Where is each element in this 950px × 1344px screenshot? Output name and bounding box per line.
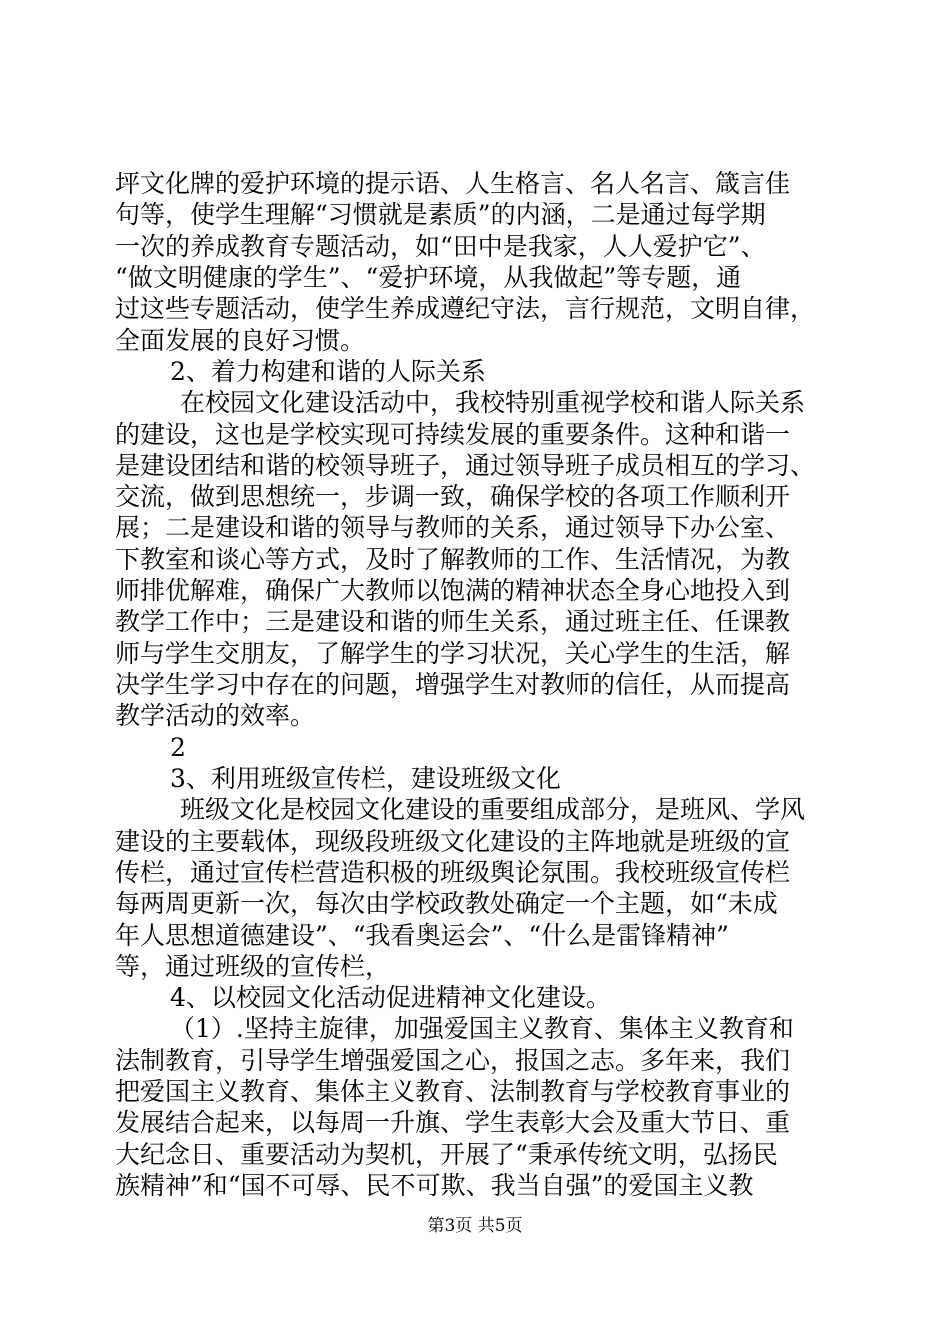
text-line: 建设的主要载体，现级段班级文化建设的主阵地就是班级的宣 bbox=[115, 827, 791, 856]
text-line: 在校园文化建设活动中，我校特别重视学校和谐人际关系 bbox=[180, 388, 806, 417]
text-line: 教学工作中；三是建设和谐的师生关系，通过班主任、任课教 bbox=[115, 607, 791, 636]
text-line: 过这些专题活动，使学生养成遵纪守法，言行规范，文明自律， bbox=[115, 294, 816, 323]
text-line: 法制教育，引导学生增强爱国之心，报国之志。多年来，我们 bbox=[115, 1046, 791, 1075]
text-line: 把爱国主义教育、集体主义教育、法制教育与学校教育事业的 bbox=[115, 1077, 791, 1106]
text-line: 传栏，通过宣传栏营造积极的班级舆论氛围。我校班级宣传栏 bbox=[115, 858, 791, 887]
text-line: 年人思想道德建设”、“我看奥运会”、“什么是雷锋精神” bbox=[115, 921, 729, 950]
text-line: 展；二是建设和谐的领导与教师的关系，通过领导下办公室、 bbox=[115, 513, 791, 542]
text-line: 发展结合起来，以每周一升旗、学生表彰大会及重大节日、重 bbox=[115, 1108, 791, 1137]
text-line: 全面发展的良好习惯。 bbox=[115, 326, 366, 355]
text-line: 师与学生交朋友，了解学生的学习状况，关心学生的生活，解 bbox=[115, 639, 791, 668]
section-heading: 3、利用班级宣传栏，建设班级文化 bbox=[170, 764, 561, 793]
text-line: 句等，使学生理解“习惯就是素质”的内涵，二是通过每学期 bbox=[115, 200, 766, 229]
text-line: 等，通过班级的宣传栏， bbox=[115, 952, 391, 981]
text-line: （1）.坚持主旋律，加强爱国主义教育、集体主义教育和 bbox=[170, 1014, 794, 1043]
text-line: 下教室和谈心等方式，及时了解教师的工作、生活情况，为教 bbox=[115, 545, 791, 574]
text-line: 一次的养成教育专题活动，如“田中是我家，人人爱护它”、 bbox=[115, 232, 766, 261]
text-line: 班级文化是校园文化建设的重要组成部分，是班风、学风 bbox=[180, 795, 806, 824]
text-line: 是建设团结和谐的校领导班子，通过领导班子成员相互的学习、 bbox=[115, 451, 816, 480]
text-line: 决学生学习中存在的问题，增强学生对教师的信任，从而提高 bbox=[115, 670, 791, 699]
text-line: 坪文化牌的爱护环境的提示语、人生格言、名人名言、箴言佳 bbox=[115, 169, 791, 198]
text-line: 每两周更新一次，每次由学校政教处确定一个主题，如“未成 bbox=[115, 889, 778, 918]
text-line: 教学活动的效率。 bbox=[115, 701, 316, 730]
text-line: 族精神”和“国不可辱、民不可欺、我当自强”的爱国主义教 bbox=[115, 1171, 754, 1200]
page-footer: 第3页 共5页 bbox=[427, 1216, 523, 1236]
text-line: 大纪念日、重要活动为契机，开展了“秉承传统文明，弘扬民 bbox=[115, 1140, 778, 1169]
text-line: 交流，做到思想统一，步调一致，确保学校的各项工作顺利开 bbox=[115, 482, 791, 511]
section-heading: 4、以校园文化活动促进精神文化建设。 bbox=[170, 983, 611, 1012]
section-heading: 2、着力构建和谐的人际关系 bbox=[170, 357, 486, 386]
text-line: 的建设，这也是学校实现可持续发展的重要条件。这种和谐一 bbox=[115, 420, 791, 449]
text-line: “做文明健康的学生”、“爱护环境，从我做起”等专题，通 bbox=[115, 263, 742, 292]
text-line: 师排优解难，确保广大教师以饱满的精神状态全身心地投入到 bbox=[115, 576, 791, 605]
text-line: 2 bbox=[170, 733, 186, 762]
